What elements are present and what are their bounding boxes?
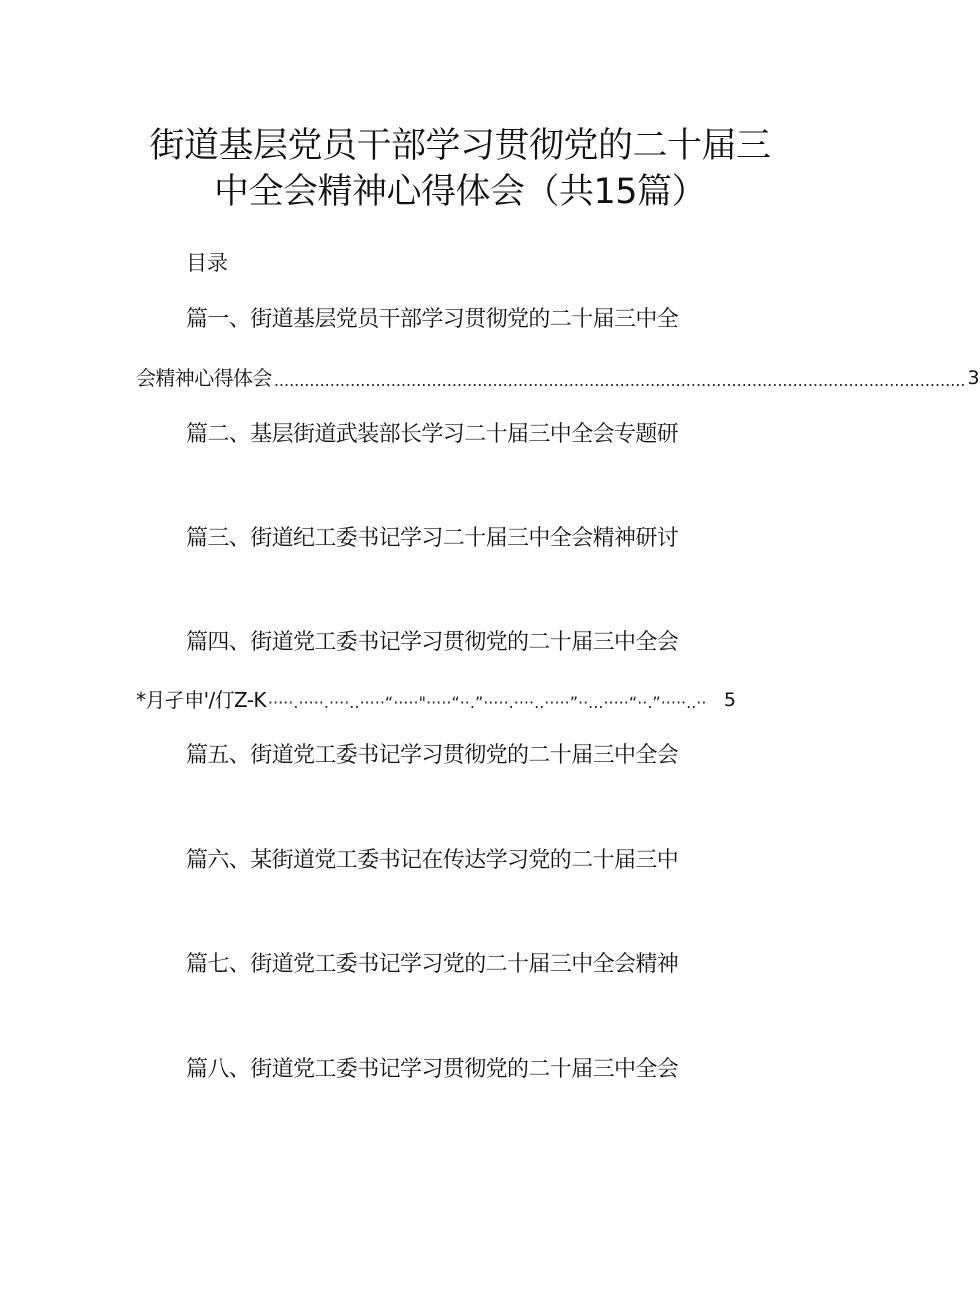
toc-entry-4-page-number: 5 bbox=[723, 689, 736, 711]
toc-entry-3[interactable]: 篇三、街道纪工委书记学习二十届三中全会精神研讨 bbox=[186, 526, 679, 551]
toc-entry-6[interactable]: 篇六、某街道党工委书记在传达学习党的二十届三中 bbox=[186, 848, 679, 873]
toc-entry-8[interactable]: 篇八、街道党工委书记学习贯彻党的二十届三中全会 bbox=[186, 1057, 679, 1082]
document-title-line-2: 中全会精神心得体会（共15篇） bbox=[213, 172, 707, 212]
toc-entry-1-continuation[interactable] bbox=[136, 364, 980, 392]
toc-entry-4-continuation[interactable] bbox=[136, 686, 736, 714]
document-title-line-1: 街道基层党员干部学习贯彻党的二十届三 bbox=[149, 126, 771, 166]
toc-entry-5[interactable]: 篇五、街道党工委书记学习贯彻党的二十届三中全会 bbox=[186, 743, 679, 768]
toc-entry-4[interactable]: 篇四、街道党工委书记学习贯彻党的二十届三中全会 bbox=[186, 630, 679, 655]
toc-entry-2[interactable]: 篇二、基层街道武装部长学习二十届三中全会专题研 bbox=[186, 422, 679, 447]
toc-label: 目录 bbox=[186, 251, 228, 275]
toc-entry-1-leader: ........................................................................................................................................ bbox=[273, 371, 966, 390]
toc-entry-1-continuation-text: 会精神心得体会 bbox=[136, 366, 272, 390]
toc-entry-4-leader: ·····.·····.····..·····“·····"·····“··.”·····.····..·····”··...·····“··.”·····..·· bbox=[267, 693, 707, 712]
toc-entry-1-page-number: 3 bbox=[967, 367, 980, 389]
toc-entry-1[interactable]: 篇一、街道基层党员干部学习贯彻党的二十届三中全 bbox=[186, 307, 679, 332]
toc-entry-7[interactable]: 篇七、街道党工委书记学习党的二十届三中全会精神 bbox=[186, 952, 679, 977]
toc-entry-4-continuation-text: *月孑申'/仃Z-K bbox=[136, 688, 266, 712]
